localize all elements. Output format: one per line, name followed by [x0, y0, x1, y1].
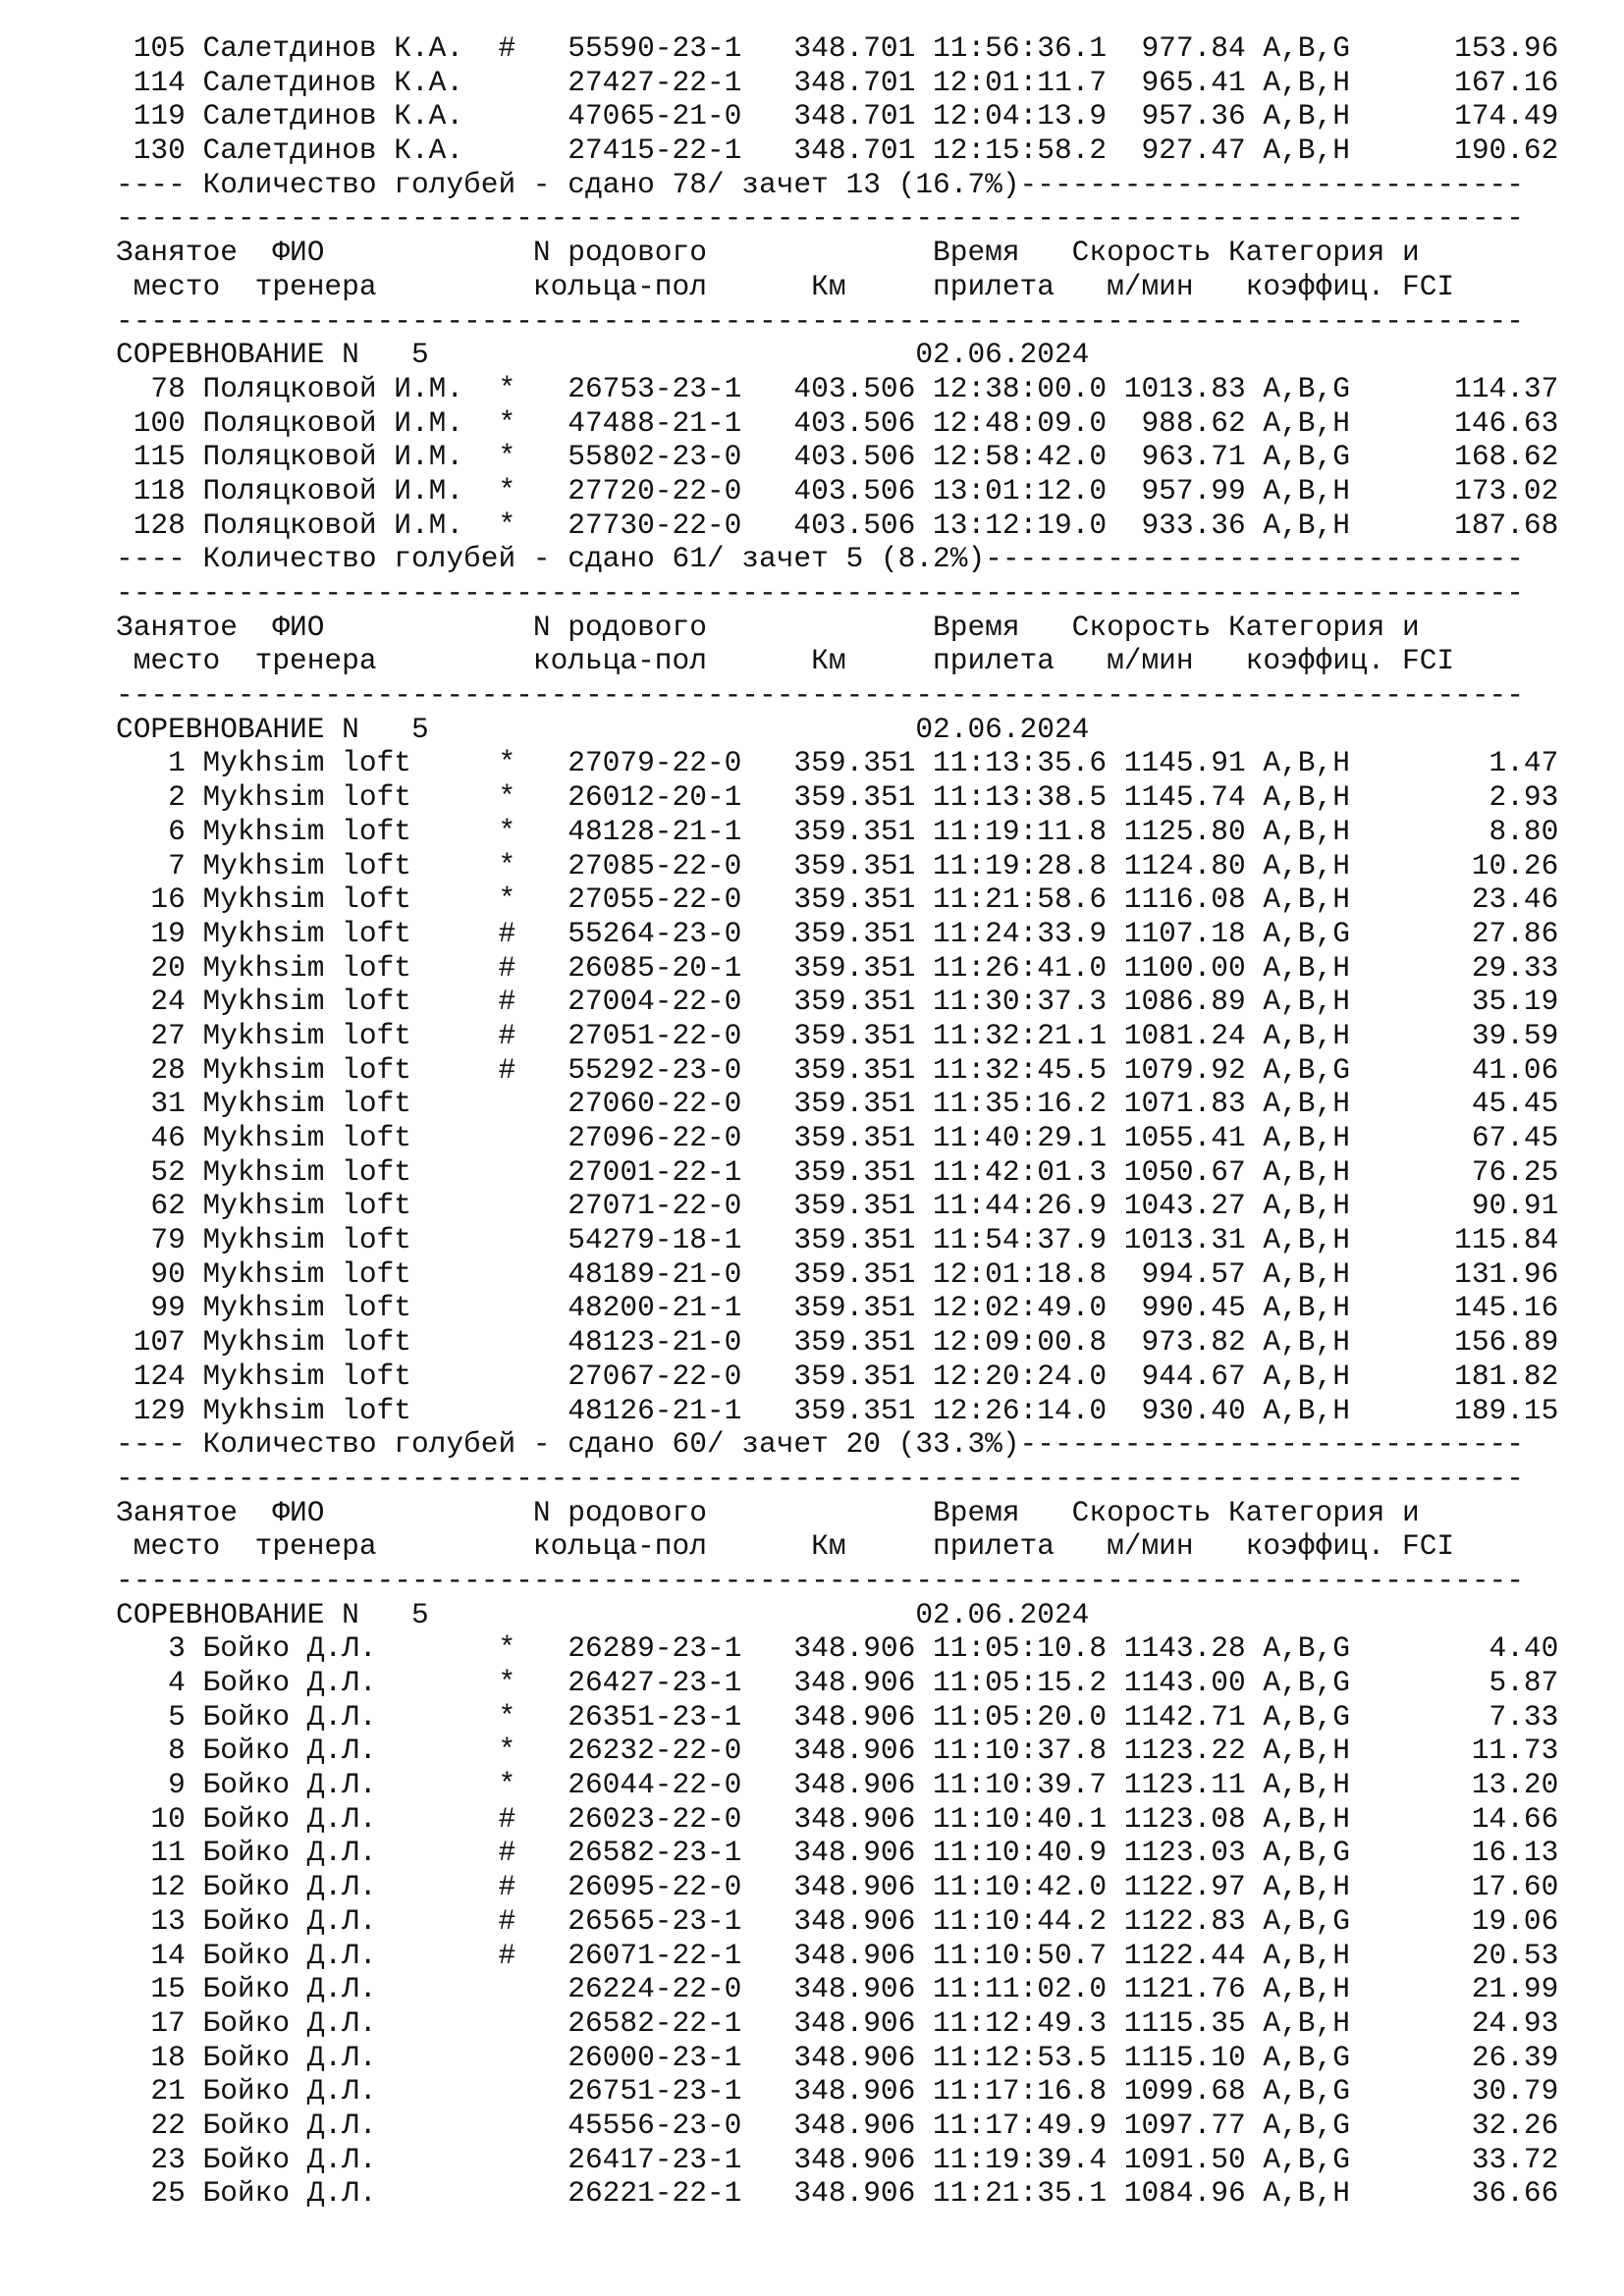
report-line: 100 Поляцковой И.М. * 47488-21-1 403.506 12:48:09.0 988.62 A,B,H 146.63: [116, 405, 1559, 440]
report-line: 62 Mykhsim loft 27071-22-0 359.351 11:44:26.9 1043.27 A,B,H 90.91: [116, 1189, 1559, 1223]
report-line: ---- Количество голубей - сдано 61/ зачет 5 (8.2%)-------------------------------: [116, 542, 1524, 576]
report-line: Занятое ФИО N родового Время Скорость Категория и: [116, 610, 1420, 644]
report-line: 14 Бойко Д.Л. # 26071-22-1 348.906 11:10:50.7 1122.44 A,B,H 20.53: [116, 1938, 1559, 1972]
report-line: 114 Салетдинов К.А. 27427-22-1 348.701 12:01:11.7 965.41 A,B,H 167.16: [116, 65, 1559, 99]
report-line: 17 Бойко Д.Л. 26582-22-1 348.906 11:12:49.3 1115.35 A,B,H 24.93: [116, 2005, 1559, 2040]
report-line: 5 Бойко Д.Л. * 26351-23-1 348.906 11:05:20.0 1142.71 A,B,G 7.33: [116, 1699, 1559, 1734]
report-line: 52 Mykhsim loft 27001-22-1 359.351 11:42:01.3 1050.67 A,B,H 76.25: [116, 1154, 1559, 1189]
report-line: ---- Количество голубей - сдано 60/ зачет 20 (33.3%)-----------------------------: [116, 1427, 1524, 1462]
report-line: 2 Mykhsim loft * 26012-20-1 359.351 11:13:38.5 1145.74 A,B,H 2.93: [116, 780, 1559, 815]
report-line: 79 Mykhsim loft 54279-18-1 359.351 11:54:37.9 1013.31 A,B,H 115.84: [116, 1223, 1559, 1257]
report-line: 9 Бойко Д.Л. * 26044-22-0 348.906 11:10:39.7 1123.11 A,B,H 13.20: [116, 1768, 1559, 1802]
report-line: 130 Салетдинов К.А. 27415-22-1 348.701 12:15:58.2 927.47 A,B,H 190.62: [116, 133, 1559, 168]
report-line: ---------------------------------------------------------------------------------: [116, 303, 1524, 338]
report-line: 27 Mykhsim loft # 27051-22-0 359.351 11:32:21.1 1081.24 A,B,H 39.59: [116, 1018, 1559, 1052]
report-line: 13 Бойко Д.Л. # 26565-23-1 348.906 11:10:44.2 1122.83 A,B,G 19.06: [116, 1903, 1559, 1938]
report-line: 129 Mykhsim loft 48126-21-1 359.351 12:26:14.0 930.40 A,B,H 189.15: [116, 1393, 1559, 1427]
report-line: 90 Mykhsim loft 48189-21-0 359.351 12:01:18.8 994.57 A,B,H 131.96: [116, 1256, 1559, 1291]
report-line: ---- Количество голубей - сдано 78/ зачет 13 (16.7%)-----------------------------: [116, 167, 1524, 201]
report-line: ---------------------------------------------------------------------------------: [116, 201, 1524, 236]
report-line: 24 Mykhsim loft # 27004-22-0 359.351 11:30:37.3 1086.89 A,B,H 35.19: [116, 985, 1559, 1019]
report-line: СОРЕВНОВАНИЕ N 5 02.06.2024: [116, 712, 1090, 746]
report-line: 99 Mykhsim loft 48200-21-1 359.351 12:02:49.0 990.45 A,B,H 145.16: [116, 1291, 1559, 1325]
report-line: место тренера кольца-пол Км прилета м/мин коэффиц. FCI: [116, 1529, 1455, 1564]
report-line: 107 Mykhsim loft 48123-21-0 359.351 12:09:00.8 973.82 A,B,H 156.89: [116, 1325, 1559, 1360]
report-line: 3 Бойко Д.Л. * 26289-23-1 348.906 11:05:10.8 1143.28 A,B,G 4.40: [116, 1631, 1559, 1666]
report-line: ---------------------------------------------------------------------------------: [116, 576, 1524, 610]
report-line: Занятое ФИО N родового Время Скорость Категория и: [116, 1495, 1420, 1529]
report-line: СОРЕВНОВАНИЕ N 5 02.06.2024: [116, 338, 1090, 372]
race-results-report: [116, 31, 1558, 2211]
report-line: 25 Бойко Д.Л. 26221-22-1 348.906 11:21:35.1 1084.96 A,B,H 36.66: [116, 2176, 1559, 2211]
report-line: 8 Бойко Д.Л. * 26232-22-0 348.906 11:10:37.8 1123.22 A,B,H 11.73: [116, 1734, 1559, 1768]
report-line: ---------------------------------------------------------------------------------: [116, 1563, 1524, 1597]
report-line: 16 Mykhsim loft * 27055-22-0 359.351 11:21:58.6 1116.08 A,B,H 23.46: [116, 882, 1559, 917]
report-line: 78 Поляцковой И.М. * 26753-23-1 403.506 12:38:00.0 1013.83 A,B,G 114.37: [116, 371, 1559, 405]
report-line: 105 Салетдинов К.А. # 55590-23-1 348.701 11:56:36.1 977.84 A,B,G 153.96: [116, 31, 1559, 65]
report-line: 18 Бойко Д.Л. 26000-23-1 348.906 11:12:53.5 1115.10 A,B,G 26.39: [116, 2040, 1559, 2074]
report-line: 20 Mykhsim loft # 26085-20-1 359.351 11:26:41.0 1100.00 A,B,H 29.33: [116, 950, 1559, 985]
report-line: 46 Mykhsim loft 27096-22-0 359.351 11:40:29.1 1055.41 A,B,H 67.45: [116, 1121, 1559, 1154]
report-line: 23 Бойко Д.Л. 26417-23-1 348.906 11:19:39.4 1091.50 A,B,G 33.72: [116, 2142, 1559, 2176]
report-line: 124 Mykhsim loft 27067-22-0 359.351 12:20:24.0 944.67 A,B,H 181.82: [116, 1359, 1559, 1393]
report-line: 7 Mykhsim loft * 27085-22-0 359.351 11:19:28.8 1124.80 A,B,H 10.26: [116, 848, 1559, 882]
report-line: 118 Поляцковой И.М. * 27720-22-0 403.506 13:01:12.0 957.99 A,B,H 173.02: [116, 473, 1559, 507]
report-line: Занятое ФИО N родового Время Скорость Категория и: [116, 236, 1420, 270]
report-line: место тренера кольца-пол Км прилета м/мин коэффиц. FCI: [116, 269, 1455, 303]
report-line: 10 Бойко Д.Л. # 26023-22-0 348.906 11:10:40.1 1123.08 A,B,H 14.66: [116, 1801, 1559, 1836]
report-line: ---------------------------------------------------------------------------------: [116, 1461, 1524, 1495]
report-line: ---------------------------------------------------------------------------------: [116, 678, 1524, 713]
report-line: 4 Бойко Д.Л. * 26427-23-1 348.906 11:05:15.2 1143.00 A,B,G 5.87: [116, 1666, 1559, 1699]
report-line: 6 Mykhsim loft * 48128-21-1 359.351 11:19:11.8 1125.80 A,B,H 8.80: [116, 814, 1559, 848]
report-line: 31 Mykhsim loft 27060-22-0 359.351 11:35:16.2 1071.83 A,B,H 45.45: [116, 1087, 1559, 1121]
report-line: место тренера кольца-пол Км прилета м/мин коэффиц. FCI: [116, 644, 1455, 678]
report-line: 19 Mykhsim loft # 55264-23-0 359.351 11:24:33.9 1107.18 A,B,G 27.86: [116, 916, 1559, 950]
report-line: 119 Салетдинов К.А. 47065-21-0 348.701 12:04:13.9 957.36 A,B,H 174.49: [116, 99, 1559, 133]
report-line: 115 Поляцковой И.М. * 55802-23-0 403.506 12:58:42.0 963.71 A,B,G 168.62: [116, 440, 1559, 474]
report-line: 128 Поляцковой И.М. * 27730-22-0 403.506 13:12:19.0 933.36 A,B,H 187.68: [116, 507, 1559, 542]
report-line: 12 Бойко Д.Л. # 26095-22-0 348.906 11:10:42.0 1122.97 A,B,H 17.60: [116, 1870, 1559, 1904]
report-line: 28 Mykhsim loft # 55292-23-0 359.351 11:32:45.5 1079.92 A,B,G 41.06: [116, 1052, 1559, 1087]
report-line: СОРЕВНОВАНИЕ N 5 02.06.2024: [116, 1597, 1090, 1631]
report-line: 21 Бойко Д.Л. 26751-23-1 348.906 11:17:16.8 1099.68 A,B,G 30.79: [116, 2074, 1559, 2109]
report-line: 22 Бойко Д.Л. 45556-23-0 348.906 11:17:49.9 1097.77 A,B,G 32.26: [116, 2108, 1559, 2142]
report-line: 1 Mykhsim loft * 27079-22-0 359.351 11:13:35.6 1145.91 A,B,H 1.47: [116, 746, 1559, 780]
report-line: 11 Бойко Д.Л. # 26582-23-1 348.906 11:10:40.9 1123.03 A,B,G 16.13: [116, 1836, 1559, 1870]
report-line: 15 Бойко Д.Л. 26224-22-0 348.906 11:11:02.0 1121.76 A,B,H 21.99: [116, 1972, 1559, 2006]
